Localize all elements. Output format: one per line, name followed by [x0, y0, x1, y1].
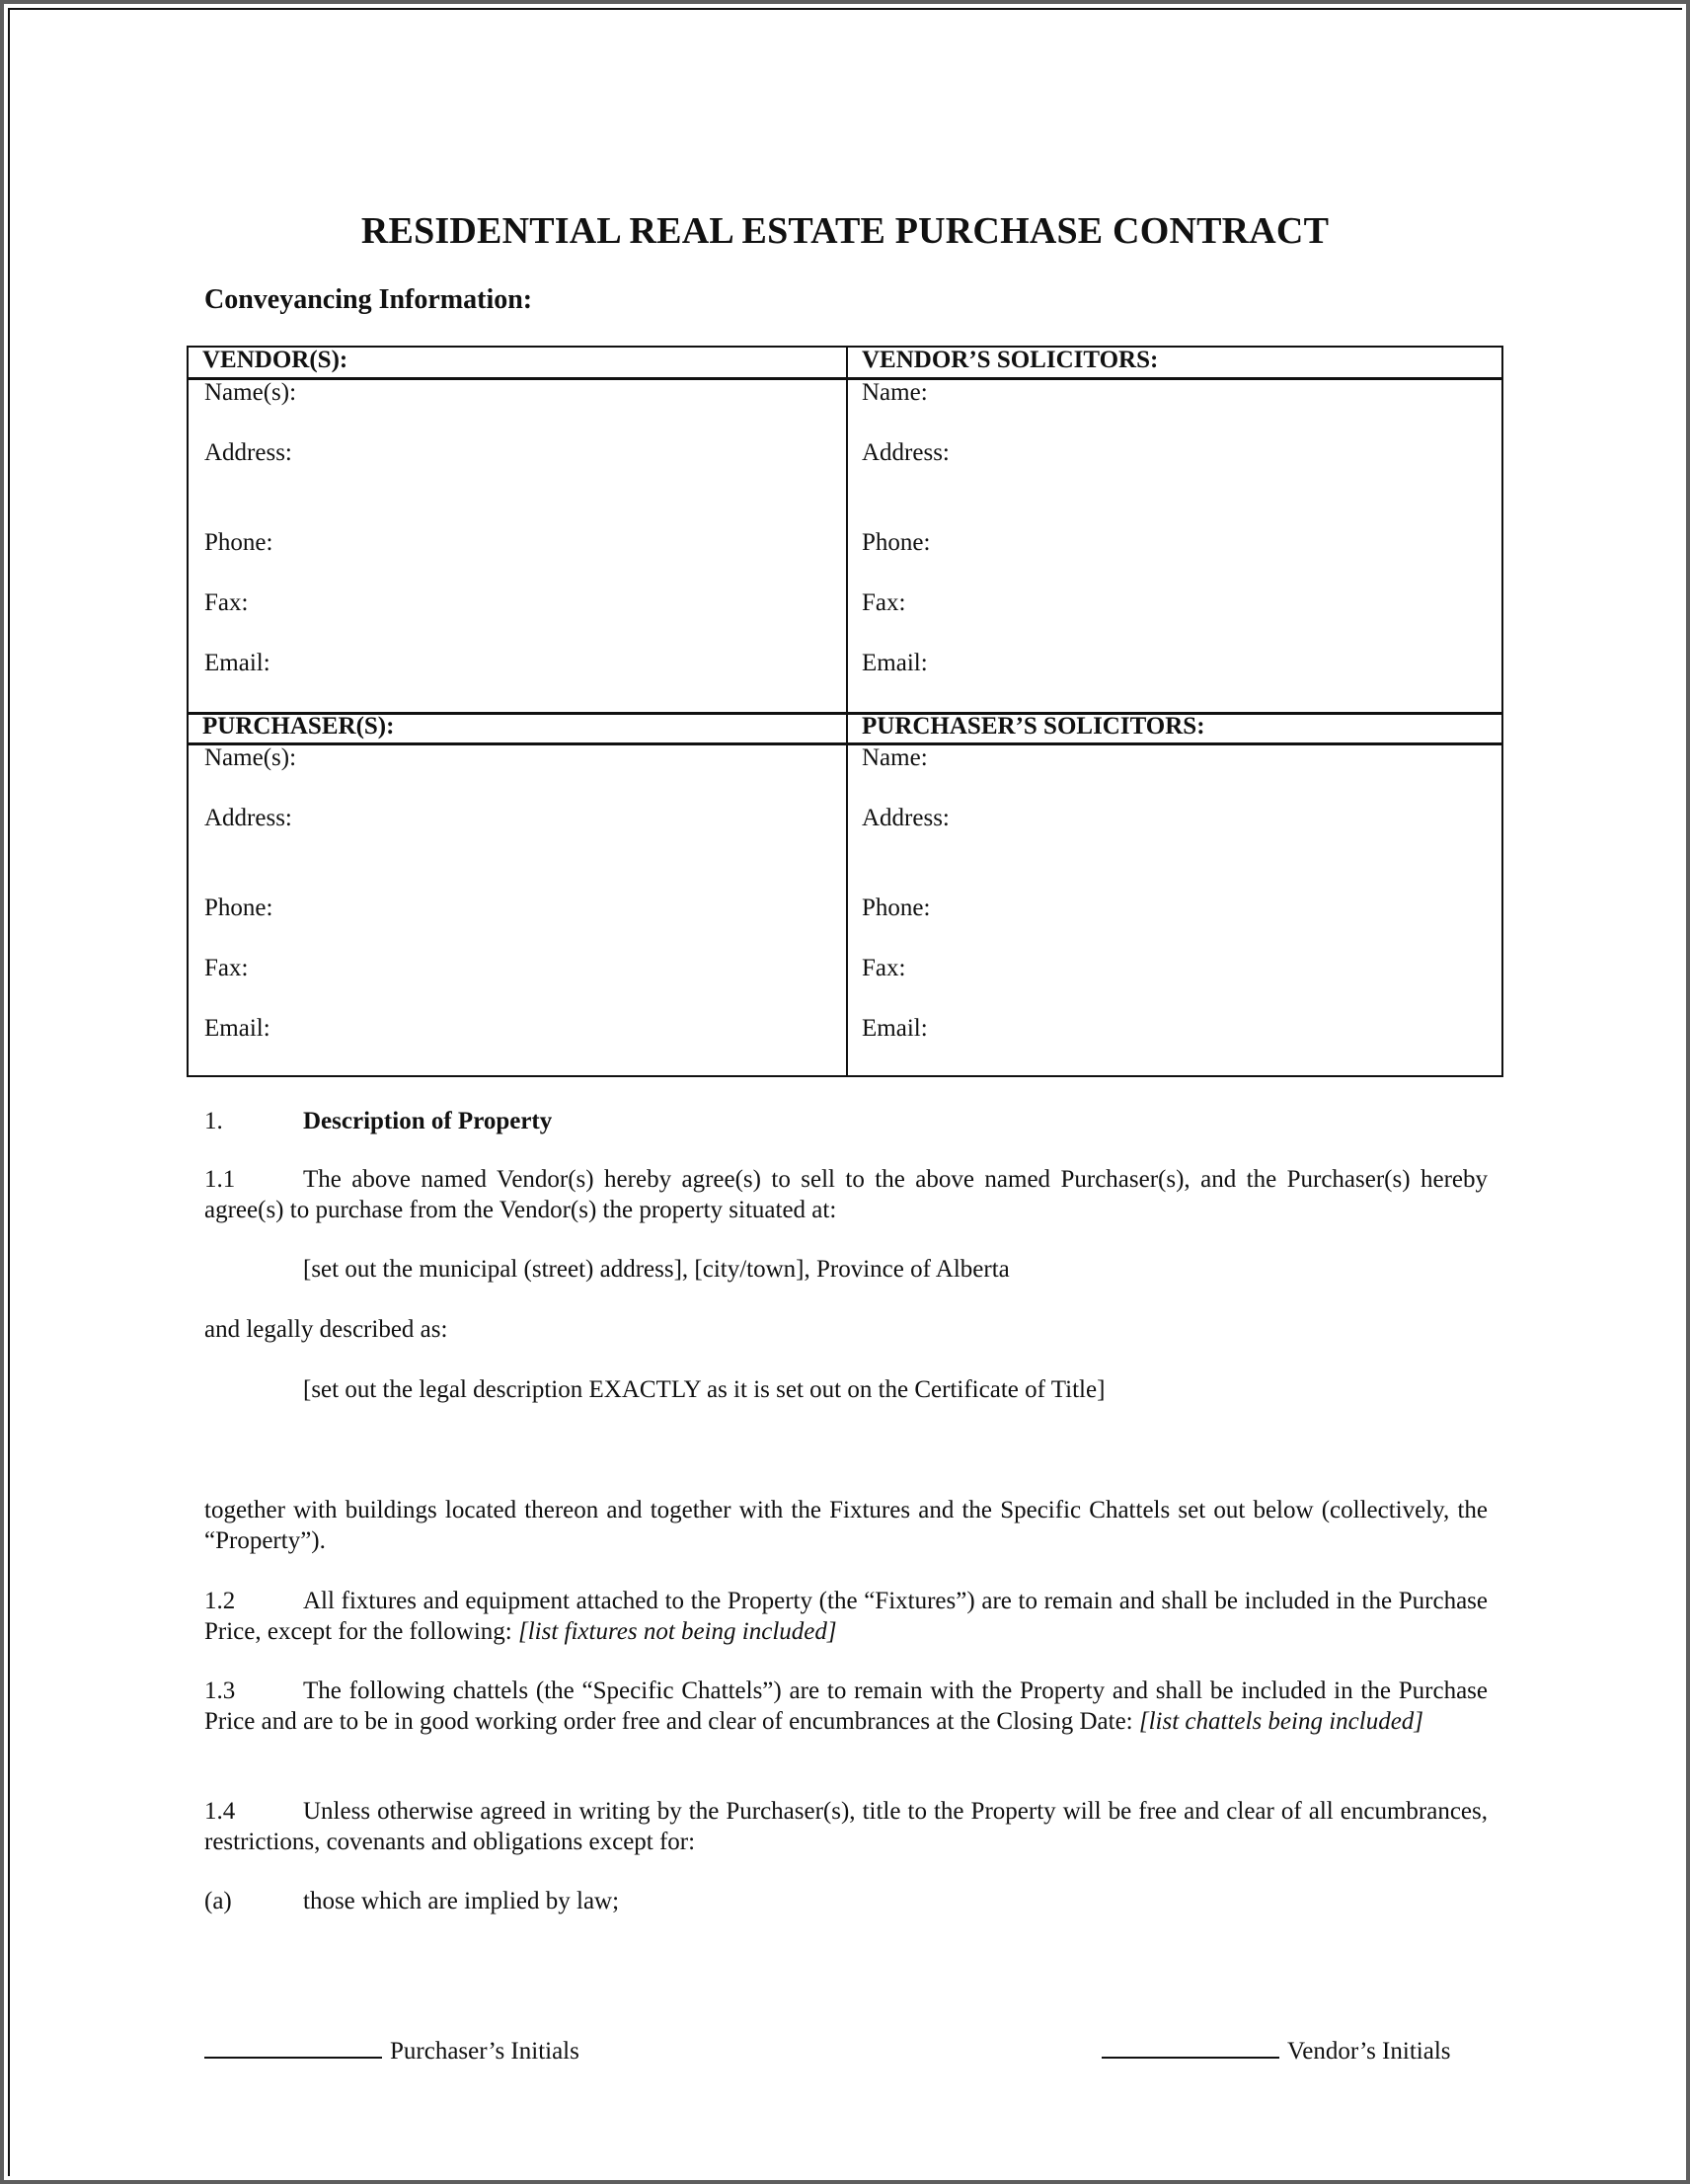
- purchaser-solicitor-phone-field[interactable]: Phone:: [862, 895, 931, 921]
- fixtures-placeholder[interactable]: [list fixtures not being included]: [517, 1618, 837, 1645]
- vendor-solicitor-address-field[interactable]: Address:: [862, 439, 950, 466]
- clause-number: 1.3: [204, 1677, 236, 1704]
- clause-number: 1.4: [204, 1798, 236, 1825]
- vendor-solicitors-header: VENDOR’S SOLICITORS:: [862, 347, 1159, 373]
- vendor-solicitor-fax-field[interactable]: Fax:: [862, 589, 906, 616]
- vendor-fax-field[interactable]: Fax:: [204, 589, 249, 616]
- vendor-email-field[interactable]: Email:: [204, 650, 270, 676]
- purchaser-initials-label: Purchaser’s Initials: [390, 2038, 579, 2065]
- address-placeholder[interactable]: [set out the municipal (street) address], [city/town], Province of Alberta: [303, 1256, 1010, 1283]
- purchaser-email-field[interactable]: Email:: [204, 1015, 270, 1042]
- purchaser-solicitors-header: PURCHASER’S SOLICITORS:: [862, 713, 1205, 740]
- vendor-solicitor-email-field[interactable]: Email:: [862, 650, 928, 676]
- vendor-initials-label: Vendor’s Initials: [1287, 2038, 1451, 2065]
- clause-1-2: [204, 1586, 1488, 1647]
- vendor-initials-line[interactable]: [1102, 2057, 1279, 2059]
- clause-1-3: [204, 1676, 1488, 1737]
- document-title: RESIDENTIAL REAL ESTATE PURCHASE CONTRACT: [360, 210, 1330, 252]
- purchaser-header: PURCHASER(S):: [202, 713, 395, 740]
- purchaser-solicitor-email-field[interactable]: Email:: [862, 1015, 928, 1042]
- legal-description-placeholder[interactable]: [set out the legal description EXACTLY as it is set out on the Certificate of Title]: [303, 1376, 1106, 1403]
- purchaser-fax-field[interactable]: Fax:: [204, 955, 249, 981]
- purchaser-phone-field[interactable]: Phone:: [204, 895, 273, 921]
- purchaser-solicitor-name-field[interactable]: Name:: [862, 744, 928, 771]
- section-number: 1.: [204, 1108, 223, 1134]
- vendor-header: VENDOR(S):: [202, 347, 348, 373]
- together-with-text: together with buildings located thereon and together with the Fixtures and the Specific Chattels set out below (collectively, the “Property”).: [204, 1497, 1488, 1554]
- clause-text: All fixtures and equipment attached to the Property (the “Fixtures”) are to remain and shall be included in the Purchase Price, except for the following:: [204, 1588, 1488, 1645]
- clause-number: 1.1: [204, 1166, 236, 1193]
- purchaser-initials: [204, 2036, 579, 2067]
- clause-item-a: [204, 1886, 619, 1916]
- clause-1-1: [204, 1164, 1488, 1225]
- section-1-heading: [204, 1106, 552, 1136]
- section-title: Description of Property: [303, 1108, 553, 1134]
- vendor-solicitor-phone-field[interactable]: Phone:: [862, 529, 931, 556]
- vendor-name-field[interactable]: Name(s):: [204, 379, 297, 406]
- clause-text: Unless otherwise agreed in writing by the Purchaser(s), title to the Property will be free and clear of all encumbrances, restrictions, covenants and obligations except for:: [204, 1798, 1488, 1855]
- clause-text: The following chattels (the “Specific Chattels”) are to remain with the Property and shall be included in the Purchase Price and are to be in good working order free and clear of encumbrances at the Closing Date:: [204, 1677, 1488, 1735]
- purchaser-solicitor-fax-field[interactable]: Fax:: [862, 955, 906, 981]
- purchaser-solicitor-address-field[interactable]: Address:: [862, 805, 950, 831]
- vendor-phone-field[interactable]: Phone:: [204, 529, 273, 556]
- item-number: (a): [204, 1888, 232, 1914]
- conveyancing-heading: Conveyancing Information:: [204, 284, 533, 315]
- vendor-address-field[interactable]: Address:: [204, 439, 292, 466]
- table-rule: [189, 742, 1501, 745]
- table-rule: [189, 377, 1501, 380]
- vendor-solicitor-name-field[interactable]: Name:: [862, 379, 928, 406]
- legal-description-intro: and legally described as:: [204, 1316, 448, 1343]
- conveyancing-table: [187, 346, 1503, 1077]
- vendor-initials: [1102, 2036, 1451, 2067]
- item-text: those which are implied by law;: [303, 1888, 620, 1914]
- clause-number: 1.2: [204, 1588, 236, 1614]
- purchaser-initials-line[interactable]: [204, 2057, 382, 2059]
- chattels-placeholder[interactable]: [list chattels being included]: [1138, 1708, 1424, 1735]
- purchaser-address-field[interactable]: Address:: [204, 805, 292, 831]
- clause-text: The above named Vendor(s) hereby agree(s) to sell to the above named Purchaser(s), and the Purchaser(s) hereby agree(s) to purchase from the Vendor(s) the property situated at:: [204, 1166, 1488, 1223]
- purchaser-name-field[interactable]: Name(s):: [204, 744, 297, 771]
- clause-1-4: [204, 1796, 1488, 1857]
